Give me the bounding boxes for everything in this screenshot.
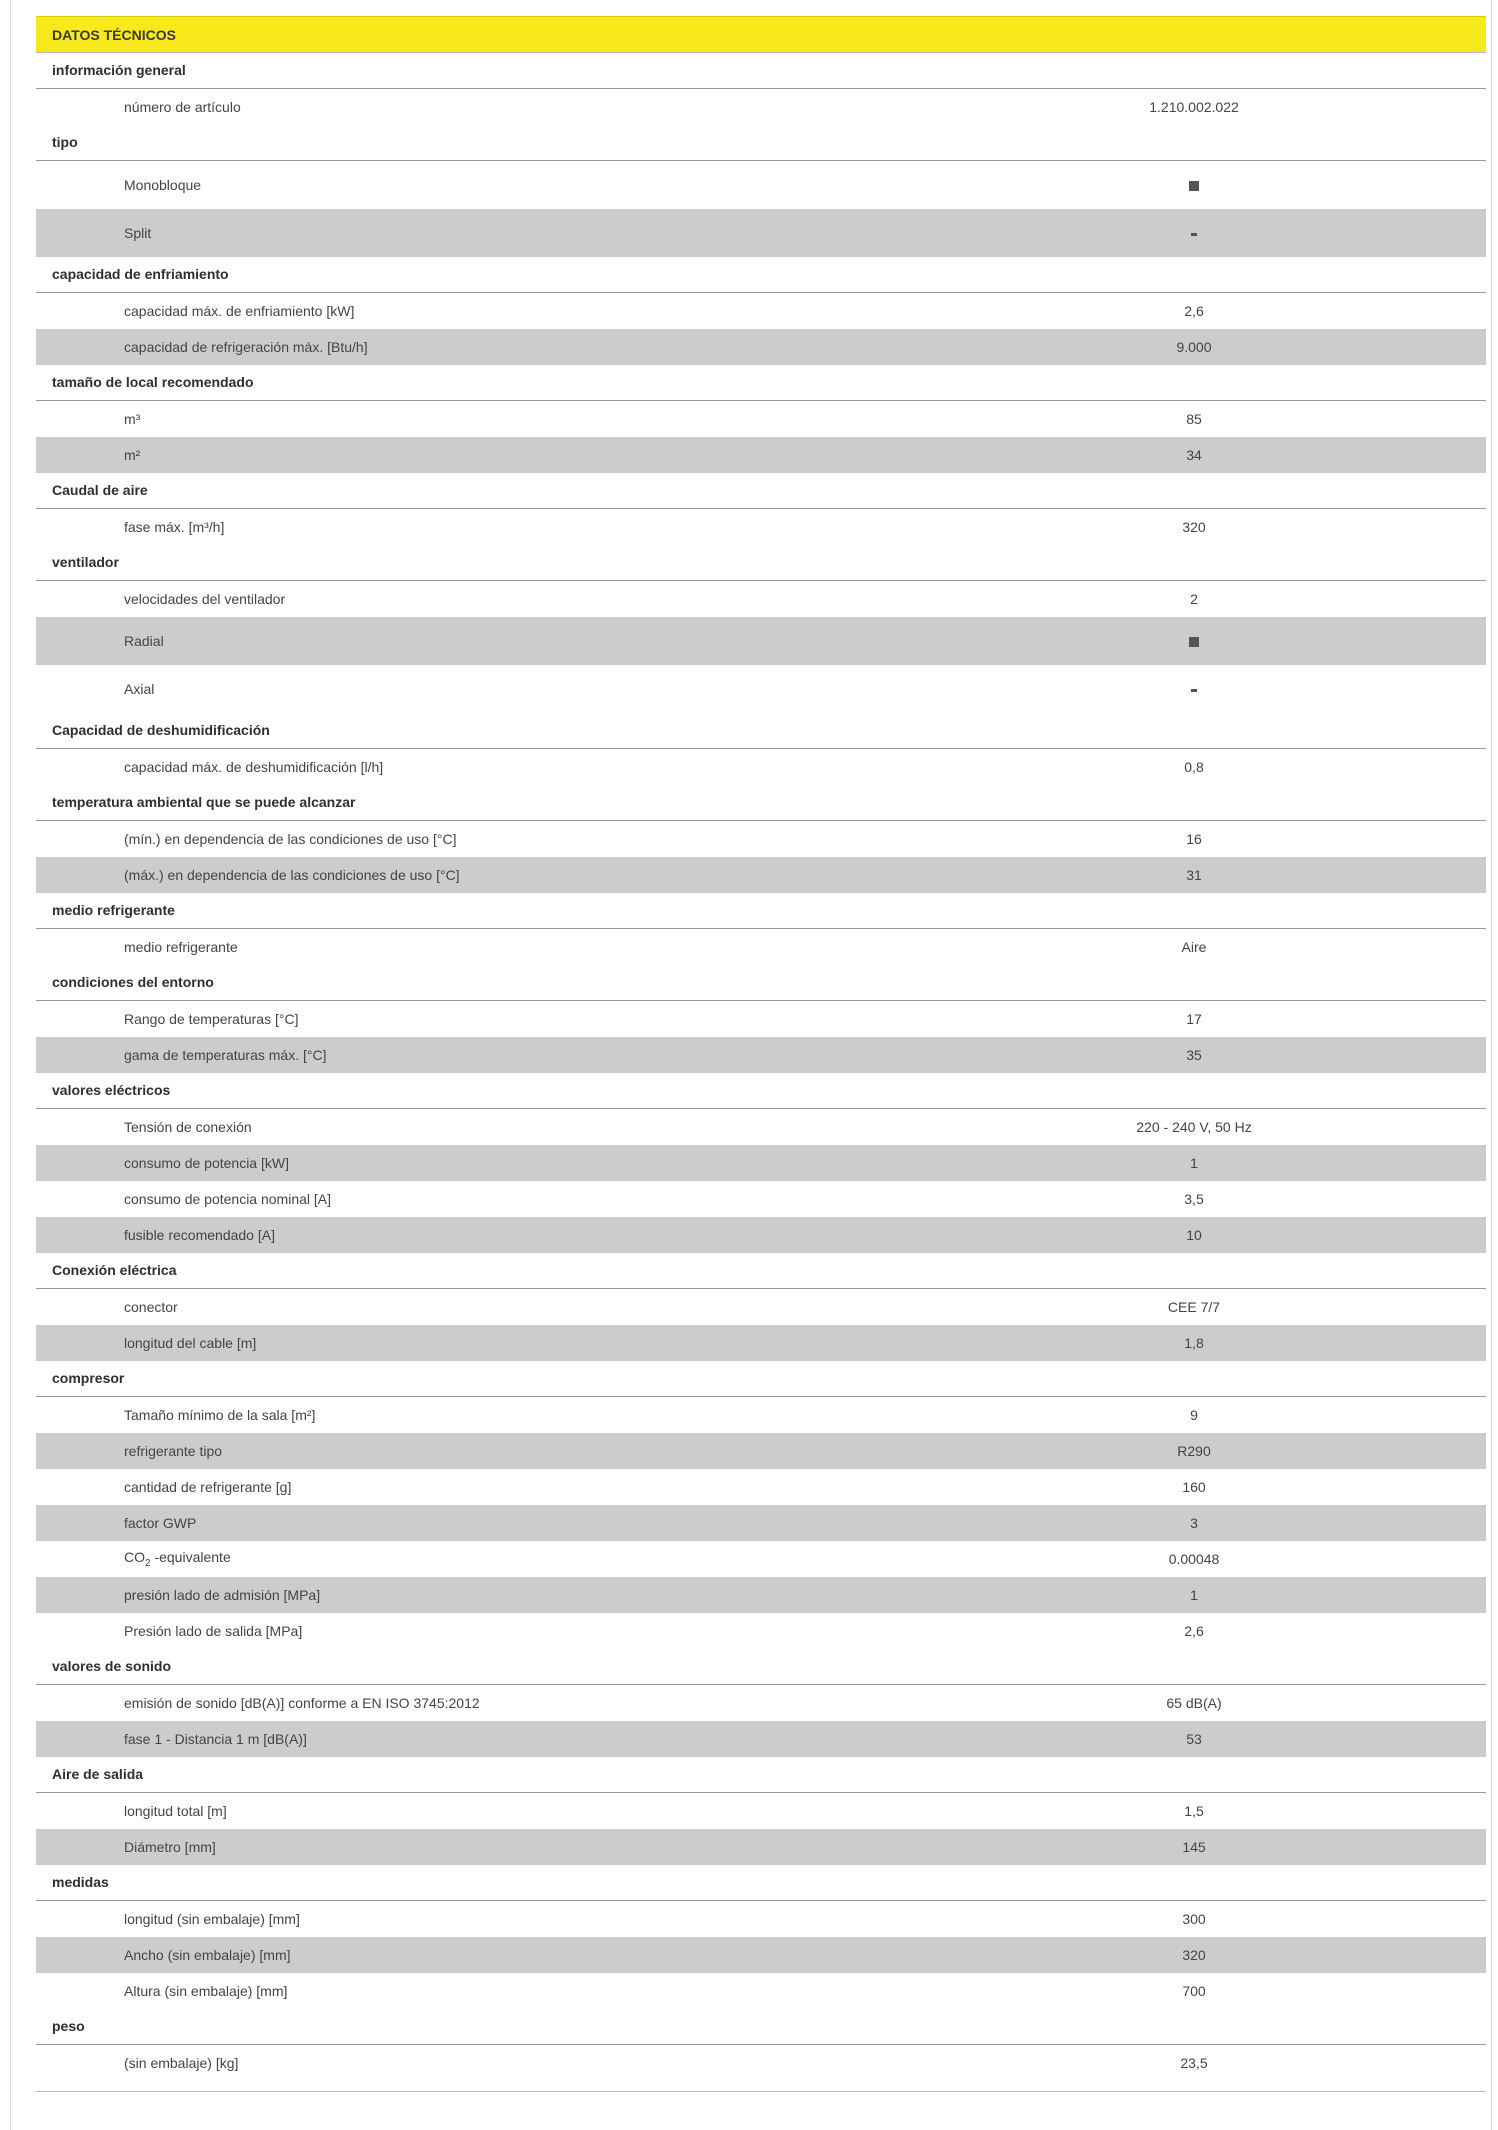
row-label: (sin embalaje) [kg] bbox=[124, 2055, 239, 2071]
table-row bbox=[36, 401, 1486, 437]
row-value: 1.210.002.022 bbox=[1149, 99, 1239, 115]
table-row bbox=[36, 1721, 1486, 1757]
row-label: fase máx. [m³/h] bbox=[124, 519, 225, 535]
table-row bbox=[36, 1469, 1486, 1505]
row-value bbox=[1094, 633, 1294, 649]
table-row bbox=[36, 581, 1486, 617]
row-label: Tensión de conexión bbox=[124, 1119, 252, 1135]
table-bottom-divider bbox=[36, 2091, 1486, 2092]
table-row bbox=[36, 821, 1486, 857]
row-value bbox=[1094, 681, 1294, 697]
table-row bbox=[36, 1973, 1486, 2009]
row-value: 2,6 bbox=[1184, 303, 1204, 319]
table-row bbox=[36, 857, 1486, 893]
row-value: 300 bbox=[1182, 1911, 1206, 1927]
table-row bbox=[36, 1937, 1486, 1973]
section-heading: compresor bbox=[36, 1361, 1486, 1397]
table-row bbox=[36, 1397, 1486, 1433]
table-row bbox=[36, 161, 1486, 209]
row-value: R290 bbox=[1177, 1443, 1211, 1459]
page-frame bbox=[10, 0, 1492, 2130]
row-value: 1 bbox=[1190, 1155, 1198, 1171]
section-heading: ventilador bbox=[36, 545, 1486, 581]
row-label: m² bbox=[124, 447, 141, 463]
row-label: fusible recomendado [A] bbox=[124, 1227, 275, 1243]
table-row bbox=[36, 1325, 1486, 1361]
check-square-icon bbox=[1189, 181, 1199, 191]
table-row bbox=[36, 1577, 1486, 1613]
row-label: gama de temperaturas máx. [°C] bbox=[124, 1047, 327, 1063]
table-row bbox=[36, 509, 1486, 545]
row-value: 160 bbox=[1182, 1479, 1206, 1495]
section-heading: valores de sonido bbox=[36, 1649, 1486, 1685]
table-row bbox=[36, 293, 1486, 329]
section-heading: tamaño de local recomendado bbox=[36, 365, 1486, 401]
dash-icon bbox=[1191, 689, 1197, 692]
row-label: longitud total [m] bbox=[124, 1803, 227, 1819]
table-row bbox=[36, 1145, 1486, 1181]
table-row bbox=[36, 209, 1486, 257]
row-value: 65 dB(A) bbox=[1166, 1695, 1222, 1711]
row-value: 10 bbox=[1186, 1227, 1202, 1243]
table-row bbox=[36, 665, 1486, 713]
row-label: Altura (sin embalaje) [mm] bbox=[124, 1983, 288, 1999]
row-value: CEE 7/7 bbox=[1167, 1299, 1221, 1315]
table-title: DATOS TÉCNICOS bbox=[36, 16, 1486, 53]
row-label: fase 1 - Distancia 1 m [dB(A)] bbox=[124, 1731, 307, 1747]
table-row bbox=[36, 1685, 1486, 1721]
table-row bbox=[36, 1829, 1486, 1865]
row-value: 0,8 bbox=[1184, 759, 1204, 775]
row-label: Monobloque bbox=[124, 177, 202, 193]
table-row bbox=[36, 1901, 1486, 1937]
table-row bbox=[36, 2045, 1486, 2081]
row-label: m³ bbox=[124, 411, 141, 427]
row-value: 31 bbox=[1186, 867, 1202, 883]
row-label: factor GWP bbox=[124, 1515, 197, 1531]
row-value: 23,5 bbox=[1180, 2055, 1208, 2071]
row-label-subscript: 2 bbox=[145, 1557, 151, 1569]
row-label: Radial bbox=[124, 633, 164, 649]
row-value: 9.000 bbox=[1176, 339, 1212, 355]
row-label: Presión lado de salida [MPa] bbox=[124, 1623, 303, 1639]
row-label: refrigerante tipo bbox=[124, 1443, 223, 1459]
row-value: 0.00048 bbox=[1168, 1551, 1220, 1567]
row-value: Aire bbox=[1181, 939, 1207, 955]
row-label: Diámetro [mm] bbox=[124, 1839, 216, 1855]
row-value: 53 bbox=[1186, 1731, 1202, 1747]
section-heading: información general bbox=[36, 53, 1486, 89]
section-heading: capacidad de enfriamiento bbox=[36, 257, 1486, 293]
row-label: Axial bbox=[124, 681, 155, 697]
check-square-icon bbox=[1189, 637, 1199, 647]
section-heading: condiciones del entorno bbox=[36, 965, 1486, 1001]
row-value: 2 bbox=[1190, 591, 1198, 607]
row-value: 320 bbox=[1182, 1947, 1206, 1963]
table-row bbox=[36, 1613, 1486, 1649]
section-heading: medio refrigerante bbox=[36, 893, 1486, 929]
section-heading: valores eléctricos bbox=[36, 1073, 1486, 1109]
row-label: consumo de potencia nominal [A] bbox=[124, 1191, 332, 1207]
section-heading: temperatura ambiental que se puede alcanzar bbox=[36, 785, 1486, 821]
row-value: 700 bbox=[1182, 1983, 1206, 1999]
row-value: 16 bbox=[1186, 831, 1202, 847]
table-row bbox=[36, 329, 1486, 365]
row-label: Tamaño mínimo de la sala [m²] bbox=[124, 1407, 316, 1423]
row-value: 3 bbox=[1190, 1515, 1198, 1531]
row-label: longitud del cable [m] bbox=[124, 1335, 257, 1351]
row-label: presión lado de admisión [MPa] bbox=[124, 1587, 321, 1603]
row-label: capacidad máx. de deshumidificación [l/h] bbox=[124, 759, 384, 775]
section-heading: peso bbox=[36, 2009, 1486, 2045]
row-label: Ancho (sin embalaje) [mm] bbox=[124, 1947, 291, 1963]
table-row bbox=[36, 1505, 1486, 1541]
row-label-text: CO bbox=[124, 1549, 145, 1566]
row-value: 1,5 bbox=[1184, 1803, 1204, 1819]
row-value: 3,5 bbox=[1184, 1191, 1204, 1207]
table-row bbox=[36, 1433, 1486, 1469]
row-value: 9 bbox=[1190, 1407, 1198, 1423]
row-label: (mín.) en dependencia de las condiciones de uso [°C] bbox=[124, 831, 457, 847]
row-label-suffix: -equivalente bbox=[150, 1549, 231, 1566]
row-label: velocidades del ventilador bbox=[124, 591, 286, 607]
table-row bbox=[36, 617, 1486, 665]
section-heading: tipo bbox=[36, 125, 1486, 161]
row-label: capacidad máx. de enfriamiento [kW] bbox=[124, 303, 355, 319]
table-row bbox=[36, 1001, 1486, 1037]
table-row bbox=[36, 89, 1486, 125]
row-label: consumo de potencia [kW] bbox=[124, 1155, 289, 1171]
row-label: cantidad de refrigerante [g] bbox=[124, 1479, 292, 1495]
table-row bbox=[36, 1037, 1486, 1073]
row-value: 2,6 bbox=[1184, 1623, 1204, 1639]
row-value: 1 bbox=[1190, 1587, 1198, 1603]
section-heading: Capacidad de deshumidificación bbox=[36, 713, 1486, 749]
row-value bbox=[1094, 225, 1294, 241]
row-label: longitud (sin embalaje) [mm] bbox=[124, 1911, 300, 1927]
table-row bbox=[36, 437, 1486, 473]
row-label: Rango de temperaturas [°C] bbox=[124, 1011, 299, 1027]
section-heading: medidas bbox=[36, 1865, 1486, 1901]
table-row bbox=[36, 1541, 1486, 1577]
row-value: 220 - 240 V, 50 Hz bbox=[1136, 1119, 1252, 1135]
row-label bbox=[36, 1549, 1094, 1569]
row-value: 320 bbox=[1182, 519, 1206, 535]
table-row bbox=[36, 749, 1486, 785]
row-value: 34 bbox=[1186, 447, 1202, 463]
row-label: Split bbox=[124, 225, 152, 241]
row-label: (máx.) en dependencia de las condiciones de uso [°C] bbox=[124, 867, 460, 883]
row-label: número de artículo bbox=[124, 99, 241, 115]
row-value: 1,8 bbox=[1184, 1335, 1204, 1351]
row-value: 145 bbox=[1182, 1839, 1206, 1855]
table-row bbox=[36, 1793, 1486, 1829]
row-label: capacidad de refrigeración máx. [Btu/h] bbox=[124, 339, 368, 355]
row-label: emisión de sonido [dB(A)] conforme a EN ISO 3745:2012 bbox=[124, 1695, 480, 1711]
table-row bbox=[36, 1109, 1486, 1145]
technical-data-table bbox=[36, 16, 1486, 2092]
row-value: 85 bbox=[1186, 411, 1202, 427]
table-row bbox=[36, 929, 1486, 965]
row-value: 35 bbox=[1186, 1047, 1202, 1063]
row-value bbox=[1094, 177, 1294, 193]
sections-container bbox=[36, 53, 1486, 2081]
section-heading: Conexión eléctrica bbox=[36, 1253, 1486, 1289]
row-value: 17 bbox=[1186, 1011, 1202, 1027]
dash-icon bbox=[1191, 233, 1197, 236]
table-row bbox=[36, 1217, 1486, 1253]
section-heading: Caudal de aire bbox=[36, 473, 1486, 509]
row-label: conector bbox=[124, 1299, 178, 1315]
table-row bbox=[36, 1181, 1486, 1217]
row-label: medio refrigerante bbox=[124, 939, 238, 955]
table-row bbox=[36, 1289, 1486, 1325]
section-heading: Aire de salida bbox=[36, 1757, 1486, 1793]
